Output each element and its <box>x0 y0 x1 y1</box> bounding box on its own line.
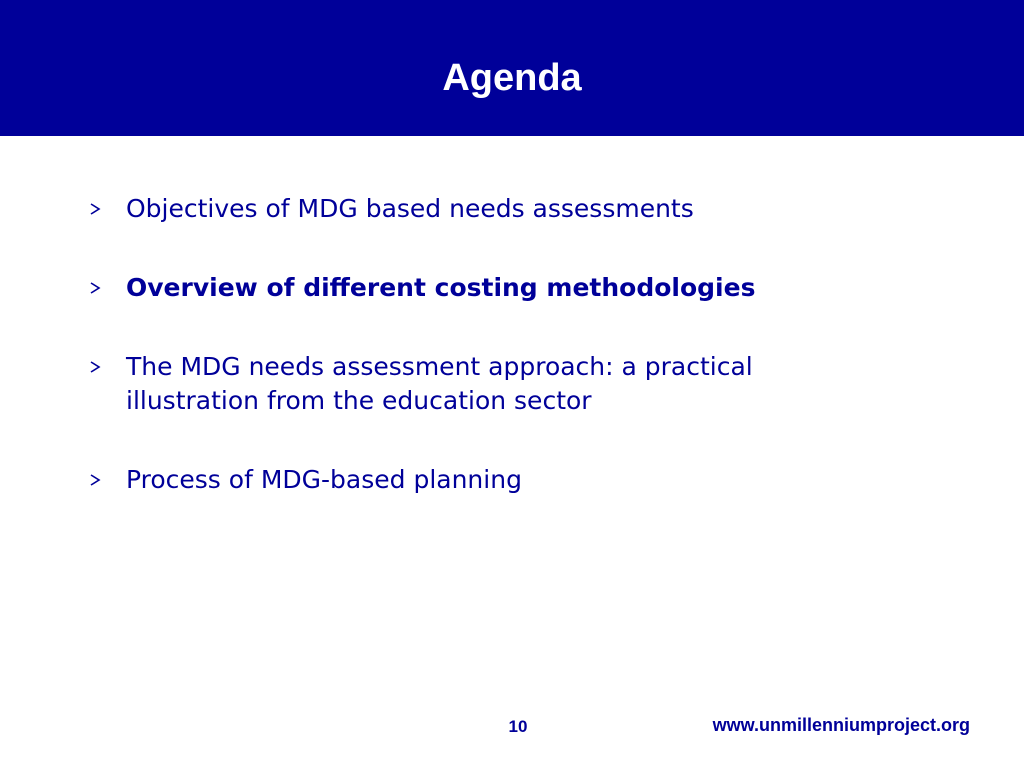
page-number: 10 <box>508 717 528 736</box>
agenda-item <box>88 192 888 226</box>
agenda-item <box>88 463 888 497</box>
arrow-bullet-icon <box>88 272 104 304</box>
agenda-item-text: Process of MDG-based planning <box>126 465 522 494</box>
agenda-item <box>88 350 888 418</box>
agenda-list <box>88 192 888 542</box>
arrow-bullet-icon <box>88 351 104 383</box>
agenda-item-current <box>88 271 888 305</box>
arrow-bullet-icon <box>88 464 104 496</box>
title-bar <box>0 0 1024 136</box>
agenda-item-text: Objectives of MDG based needs assessments <box>126 194 694 223</box>
footer-url[interactable]: www.unmillenniumproject.org <box>712 715 970 735</box>
agenda-item-text: Overview of different costing methodologies <box>126 273 756 302</box>
slide-title: Agenda <box>442 57 582 99</box>
arrow-bullet-icon <box>88 193 104 225</box>
agenda-item-text: The MDG needs assessment approach: a practical illustration from the education sector <box>126 352 753 415</box>
